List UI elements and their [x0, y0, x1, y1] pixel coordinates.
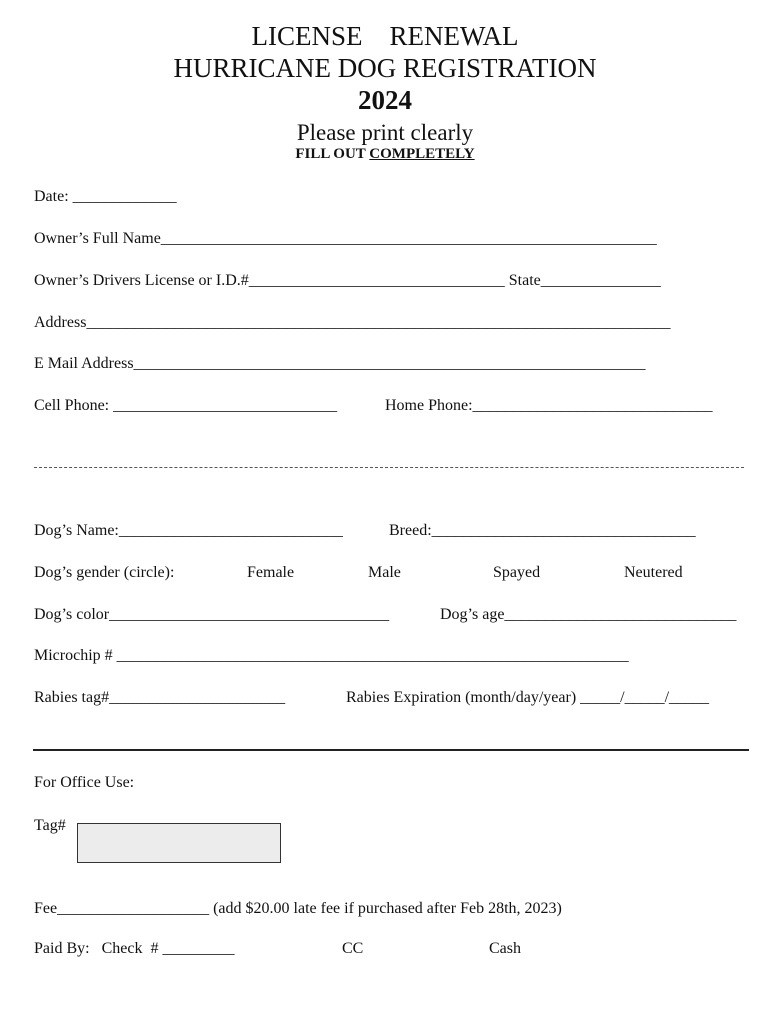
fee-field[interactable]: Fee___________________ (add $20.00 late fee if purchased after Feb 28th, 2023) — [34, 900, 562, 917]
dashed-separator — [34, 467, 744, 468]
fill-out-emphasis: COMPLETELY — [369, 146, 475, 162]
dog-color-field[interactable]: Dog’s color___________________________________ — [34, 606, 390, 623]
dog-gender-label: Dog’s gender (circle): — [34, 564, 175, 581]
tag-input-box[interactable] — [77, 823, 281, 863]
address-field[interactable]: Address_________________________________________________________________________ — [34, 314, 671, 331]
fill-out-prefix: FILL OUT — [295, 146, 370, 162]
gender-option-female[interactable]: Female — [247, 564, 295, 581]
email-field[interactable]: E Mail Address________________________________________________________________ — [34, 355, 646, 372]
rabies-tag-field[interactable]: Rabies tag#______________________ — [34, 689, 286, 706]
dog-age-field[interactable]: Dog’s age_____________________________ — [440, 606, 737, 623]
paid-by-cc-option[interactable]: CC — [342, 940, 364, 957]
fill-out-instruction — [0, 146, 770, 163]
gender-option-neutered[interactable]: Neutered — [624, 564, 683, 581]
form-title-line1: LICENSE RENEWAL — [251, 21, 519, 51]
form-title-line2: HURRICANE DOG REGISTRATION — [173, 53, 597, 83]
gender-option-male[interactable]: Male — [368, 564, 401, 581]
office-use-heading: For Office Use: — [34, 774, 135, 791]
microchip-field[interactable]: Microchip # ________________________________________________________________ — [34, 647, 629, 664]
home-phone-field[interactable]: Home Phone:______________________________ — [385, 397, 713, 414]
owner-full-name-field[interactable]: Owner’s Full Name______________________________________________________________ — [34, 230, 657, 247]
gender-option-spayed[interactable]: Spayed — [493, 564, 541, 581]
section-divider — [33, 749, 749, 751]
rabies-expiration-field[interactable]: Rabies Expiration (month/day/year) _____/_____/_____ — [346, 689, 710, 706]
tag-label: Tag# — [34, 817, 66, 834]
print-clearly-note: Please print clearly — [296, 120, 474, 145]
dog-breed-field[interactable]: Breed:_________________________________ — [389, 522, 696, 539]
form-year: 2024 — [358, 85, 412, 115]
cell-phone-field[interactable]: Cell Phone: ____________________________ — [34, 397, 338, 414]
paid-by-cash-option[interactable]: Cash — [489, 940, 521, 957]
owner-license-field[interactable]: Owner’s Drivers License or I.D.#________________________________ State_______________ — [34, 272, 661, 289]
paid-by-check-field[interactable]: Paid By: Check # _________ — [34, 940, 235, 957]
dog-name-field[interactable]: Dog’s Name:____________________________ — [34, 522, 343, 539]
date-field[interactable]: Date: _____________ — [34, 188, 177, 205]
